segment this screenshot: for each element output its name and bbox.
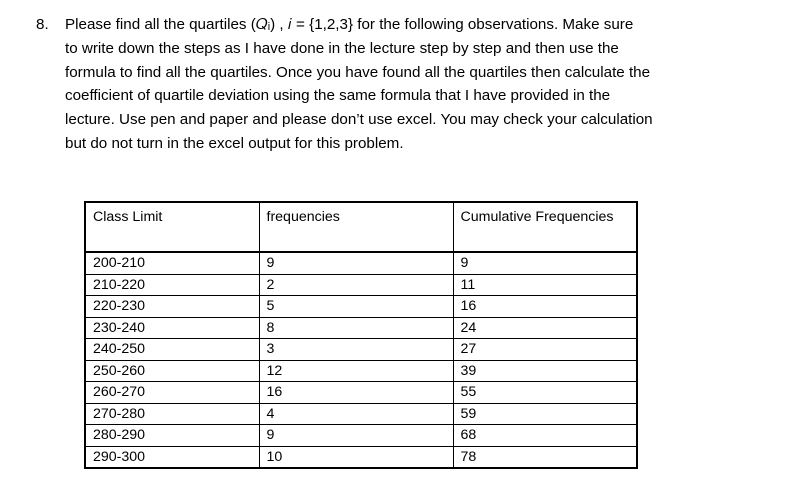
cell-frequency: 2 (259, 274, 453, 296)
cell-class-limit: 280-290 (85, 425, 259, 447)
question-line: Please find all the quartiles (𝑄ᵢ) , 𝑖 = {1,2,3} for the following observations. Make sure (65, 16, 634, 33)
cell-class-limit: 260-270 (85, 382, 259, 404)
cell-class-limit: 240-250 (85, 339, 259, 361)
cell-cumulative: 55 (453, 382, 637, 404)
cell-class-limit: 210-220 (85, 274, 259, 296)
cell-frequency: 4 (259, 403, 453, 425)
cell-cumulative: 39 (453, 360, 637, 382)
table-row (85, 252, 637, 274)
cell-class-limit: 250-260 (85, 360, 259, 382)
cell-cumulative: 68 (453, 425, 637, 447)
table-row (85, 339, 637, 361)
question-text (65, 13, 735, 156)
question-line: but do not turn in the excel output for this problem. (65, 134, 404, 152)
frequency-table-container (84, 201, 638, 469)
cell-class-limit: 270-280 (85, 403, 259, 425)
cell-class-limit: 220-230 (85, 296, 259, 318)
table-row (85, 403, 637, 425)
cell-frequency: 9 (259, 252, 453, 274)
cell-cumulative: 24 (453, 317, 637, 339)
cell-frequency: 8 (259, 317, 453, 339)
cell-frequency: 12 (259, 360, 453, 382)
cell-cumulative: 78 (453, 446, 637, 468)
header-class-limit: Class Limit (85, 202, 259, 252)
cell-cumulative: 59 (453, 403, 637, 425)
table-header-row (85, 202, 637, 252)
cell-cumulative: 11 (453, 274, 637, 296)
table-row (85, 274, 637, 296)
cell-frequency: 10 (259, 446, 453, 468)
table-row (85, 360, 637, 382)
cell-frequency: 16 (259, 382, 453, 404)
table-row (85, 425, 637, 447)
table-row (85, 317, 637, 339)
table-row (85, 382, 637, 404)
header-cumulative-frequencies: Cumulative Frequencies (453, 202, 637, 252)
cell-class-limit: 230-240 (85, 317, 259, 339)
frequency-table (84, 201, 638, 469)
cell-frequency: 9 (259, 425, 453, 447)
header-frequencies: frequencies (259, 202, 453, 252)
question-line: to write down the steps as I have done in the lecture step by step and then use the (65, 39, 619, 57)
question-line: lecture. Use pen and paper and please don’t use excel. You may check your calculation (65, 111, 653, 129)
cell-cumulative: 9 (453, 252, 637, 274)
cell-class-limit: 290-300 (85, 446, 259, 468)
cell-cumulative: 16 (453, 296, 637, 318)
table-body (85, 252, 637, 468)
cell-frequency: 5 (259, 296, 453, 318)
question-line: formula to find all the quartiles. Once you have found all the quartiles then calculate the (65, 63, 651, 81)
cell-cumulative: 27 (453, 339, 637, 361)
table-row (85, 296, 637, 318)
question-line: coefficient of quartile deviation using the same formula that I have provided in the (65, 87, 611, 105)
question-number: 8. (36, 16, 49, 33)
table-row (85, 446, 637, 468)
cell-frequency: 3 (259, 339, 453, 361)
cell-class-limit: 200-210 (85, 252, 259, 274)
